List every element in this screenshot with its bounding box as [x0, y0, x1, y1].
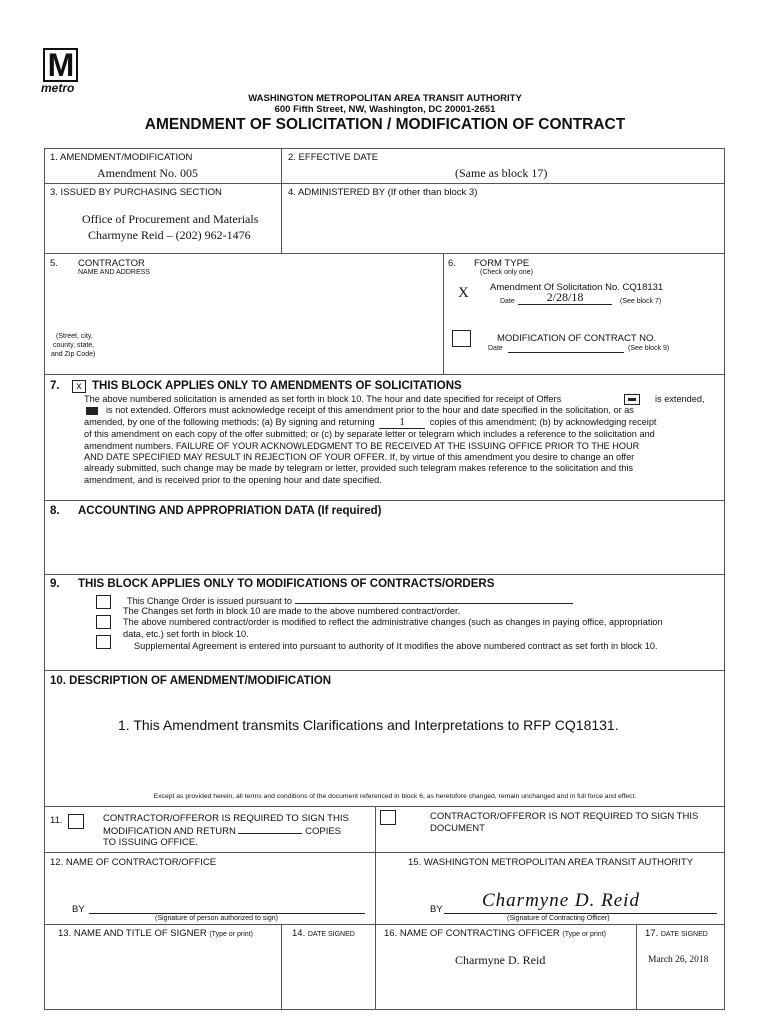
page-title: AMENDMENT OF SOLICITATION / MODIFICATION OF CONTRACT [144, 116, 626, 133]
block16-label-text: 16. NAME OF CONTRACTING OFFICER [384, 928, 560, 939]
contractor-not-required-checkbox[interactable] [380, 810, 396, 825]
metro-logo-letter: M [47, 47, 74, 83]
block11-required-line2 [103, 825, 341, 837]
metro-logo [41, 48, 81, 94]
block10-footer: Except as provided herein, all terms and conditions of the document referenced in block 6, as heretofore changed, remain unchanged and in full force and effect. [153, 793, 637, 800]
block7-line3b: copies of this amendment; (b) by acknowledging receipt [429, 416, 657, 427]
block5-addr3: and Zip Code) [51, 351, 96, 358]
issued-by-office: Office of Procurement and Materials [82, 212, 259, 226]
block12-sig-caption: (Signature of person authorized to sign) [155, 915, 278, 922]
block7-num: 7. [50, 380, 60, 392]
block5-sub: NAME AND ADDRESS [78, 269, 150, 276]
modification-date-label: Date [488, 345, 503, 352]
block17-label-text: 17. [645, 928, 659, 939]
change-order-authority-field[interactable] [295, 594, 573, 604]
offers-extended-checkbox[interactable] [624, 394, 640, 405]
block9-option1-label: This Change Order is issued pursuant to [127, 596, 292, 606]
header-address: 600 Fifth Street, NW, Washington, DC 20001-2651 [274, 104, 496, 115]
form-type-modification-checkbox[interactable] [452, 330, 471, 347]
block11-required-line1: CONTRACTOR/OFFEROR IS REQUIRED TO SIGN THIS [103, 813, 349, 824]
header-org: WASHINGTON METROPOLITAN AREA TRANSIT AUTHORITY [248, 93, 522, 104]
block6-num: 6. [448, 258, 456, 269]
block13-label [58, 928, 253, 939]
date-signed-value: March 26, 2018 [648, 955, 709, 965]
block13-label-text: 13. NAME AND TITLE OF SIGNER [58, 928, 207, 939]
block7-line7: already submitted, such change may be made by telegram or letter, provided such telegram makes reference to the solicitation and this [84, 463, 633, 474]
block8-num: 8. [50, 505, 60, 517]
block16-label-suffix: (Type or print) [562, 931, 606, 938]
effective-date: (Same as block 17) [455, 166, 548, 180]
copies-to-return-value: 1 [399, 415, 405, 428]
block5-label: CONTRACTOR [78, 258, 145, 269]
block9-option3b: data, etc.) set forth in block 10. [123, 629, 249, 639]
block7-line8: amendment, and is received prior to the opening hour and date specified. [84, 474, 382, 485]
block11-required-line2b: COPIES [305, 826, 342, 837]
officer-signature-line[interactable] [444, 913, 717, 914]
block14-label [292, 928, 355, 939]
amendment-date-label: Date [500, 298, 515, 305]
block10-title: 10. DESCRIPTION OF AMENDMENT/MODIFICATION [50, 675, 332, 687]
change-order-checkbox[interactable] [96, 595, 111, 609]
block7-line5: amendment numbers. FAILURE OF YOUR ACKNOWLEDGMENT TO BE RECEIVED AT THE ISSUING OFFICE PRIOR TO THE HOUR [84, 440, 640, 451]
form-type-amendment-label: Amendment Of Solicitation No. CQ18131 [490, 282, 664, 293]
block7-check-mark: x [76, 381, 82, 392]
block11-required-line2a: MODIFICATION AND RETURN [103, 826, 236, 837]
block15-by: BY [430, 904, 443, 915]
modification-see-block: (See block 9) [628, 345, 670, 352]
block14-label-text: 14. [292, 928, 306, 939]
block14-label-suffix: DATE SIGNED [307, 931, 355, 938]
admin-changes-checkbox[interactable] [96, 615, 111, 629]
block11-not-required-line2: DOCUMENT [430, 823, 485, 834]
block11-num: 11. [50, 815, 63, 826]
supplemental-agreement-checkbox[interactable] [96, 635, 111, 649]
block7-line2: is not extended. Offerors must acknowledge receipt of this amendment prior to the hour and date specified in the solicitation, or as [106, 405, 634, 416]
modification-date-field[interactable] [508, 344, 624, 353]
return-copies-field[interactable] [238, 825, 302, 834]
block15-label: 15. WASHINGTON METROPOLITAN AREA TRANSIT AUTHORITY [408, 857, 694, 868]
amendment-description: 1. This Amendment transmits Clarifications and Interpretations to RFP CQ18131. [118, 717, 619, 733]
form-type-modification-label: MODIFICATION OF CONTRACT NO. [497, 333, 657, 344]
amendment-see-block: (See block 7) [620, 298, 662, 305]
block6-sub: (Check only one) [480, 269, 533, 276]
amendment-date-value[interactable]: 2/28/18 [518, 290, 612, 305]
block7-checkbox[interactable] [72, 380, 86, 393]
copies-to-return-field[interactable] [379, 417, 425, 429]
contracting-officer-name: Charmyne D. Reid [455, 953, 546, 967]
block9-option1 [127, 594, 573, 606]
contractor-required-checkbox[interactable] [68, 814, 84, 829]
block13-label-suffix: (Type or print) [209, 931, 253, 938]
block12-by: BY [72, 904, 85, 915]
block12-label: 12. NAME OF CONTRACTOR/OFFICE [50, 857, 217, 868]
block7-body [84, 394, 724, 486]
issued-by-contact: Charmyne Reid – (202) 962-1476 [88, 228, 251, 242]
block16-label [384, 928, 606, 939]
block6-label: FORM TYPE [474, 258, 530, 269]
block11-required-line3: TO ISSUING OFFICE. [103, 837, 198, 848]
block15-sig-caption: (Signature of Contracting Officer) [507, 915, 610, 922]
amendment-number: Amendment No. 005 [97, 166, 198, 180]
form-type-amendment-mark[interactable]: X [458, 285, 469, 301]
block7-line4: of this amendment on each copy of the offer submitted; or (c) by separate letter or telegram which includes a reference to the solicitation and [84, 429, 655, 440]
block17-label [645, 928, 708, 939]
block9-option2: The Changes set forth in block 10 are made to the above numbered contract/order. [123, 606, 461, 616]
contractor-signature-line[interactable] [89, 913, 365, 914]
block5-addr1: (Street, city, [56, 333, 93, 340]
block4-label: 4. ADMINISTERED BY (If other than block 3) [288, 187, 478, 198]
block8-title: ACCOUNTING AND APPROPRIATION DATA (If required) [78, 505, 382, 517]
block9-option3a: The above numbered contract/order is modified to reflect the administrative changes (such as changes in paying office, appropriation [123, 617, 663, 627]
metro-logo-mark [43, 48, 78, 82]
block5-num: 5. [50, 258, 58, 269]
metro-logo-word: metro [41, 81, 75, 95]
block7-line1b: is extended, [655, 394, 705, 404]
block9-num: 9. [50, 578, 60, 590]
block7-line3a: amended, by one of the following methods; (a) By signing and returning [84, 416, 375, 427]
block9-title: THIS BLOCK APPLIES ONLY TO MODIFICATIONS OF CONTRACTS/ORDERS [78, 578, 495, 590]
block3-label: 3. ISSUED BY PURCHASING SECTION [50, 187, 222, 198]
block11-not-required-line1: CONTRACTOR/OFFEROR IS NOT REQUIRED TO SIGN THIS [430, 811, 699, 822]
block5-addr2: county, state, [53, 342, 95, 349]
block2-label: 2. EFFECTIVE DATE [288, 152, 379, 163]
block7-title: THIS BLOCK APPLIES ONLY TO AMENDMENTS OF SOLICITATIONS [92, 380, 462, 392]
block1-label: 1. AMENDMENT/MODIFICATION [50, 152, 193, 163]
block7-line6: AND DATE SPECIFIED MAY RESULT IN REJECTION OF YOUR OFFER. If, by virtue of this amendment you desire to change an offer [84, 452, 635, 463]
block9-option4: Supplemental Agreement is entered into pursuant to authority of It modifies the above numbered contract as set forth in block 10. [134, 641, 658, 651]
offers-not-extended-checkbox[interactable] [86, 407, 98, 415]
officer-signature: Charmyne D. Reid [482, 890, 640, 911]
block17-label-suffix: DATE SIGNED [660, 931, 708, 938]
block7-line1a: The above numbered solicitation is amended as set forth in block 10. The hour and date specified for receipt of Offers [84, 394, 562, 404]
